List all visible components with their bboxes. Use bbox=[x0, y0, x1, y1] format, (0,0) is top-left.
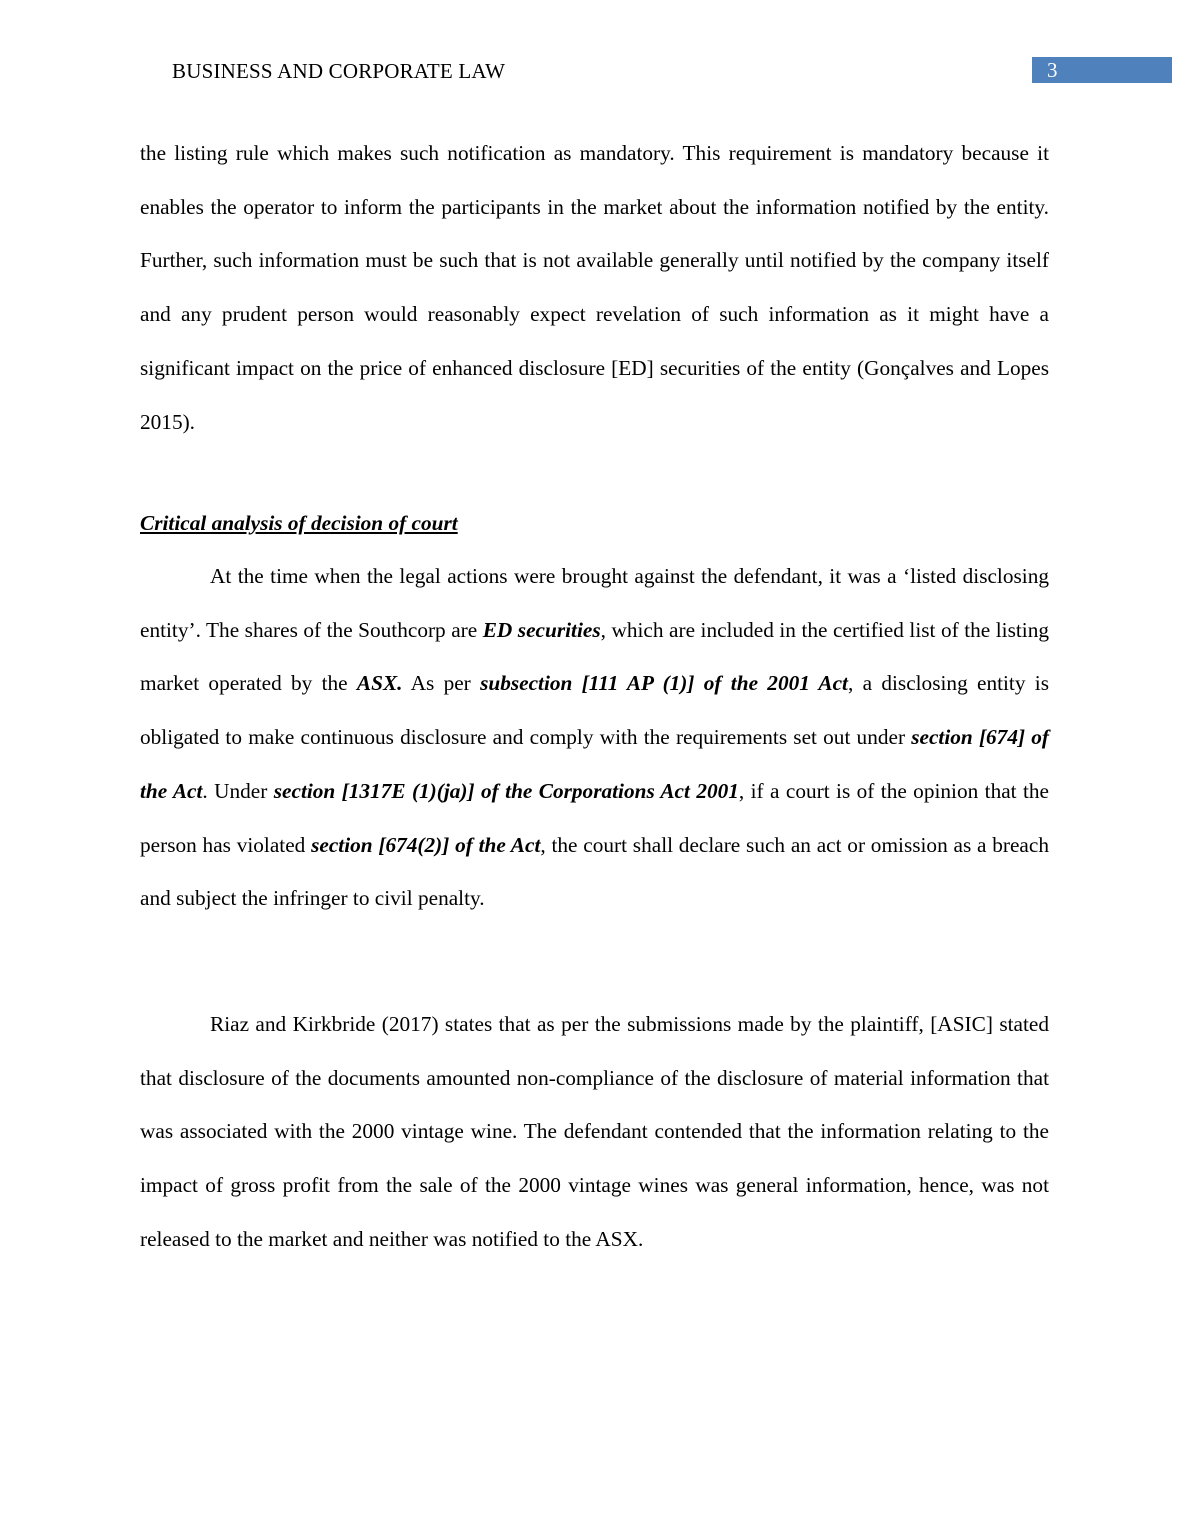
text-run: At the time when the legal actions were brought against the defendant, it was a ‘listed disclosing entity’. The shares of the Southcorp are bbox=[140, 564, 1049, 642]
page-number: 3 bbox=[1047, 58, 1058, 82]
text-run: , which are included in the certified list of the listing market operated by the bbox=[140, 617, 1049, 696]
section-heading: Critical analysis of decision of court bbox=[140, 511, 458, 535]
paragraph-court-analysis bbox=[140, 550, 1049, 926]
running-header-title: BUSINESS AND CORPORATE LAW bbox=[172, 59, 506, 83]
emphasis-section-674: section [674] of the Act bbox=[140, 725, 1049, 803]
text-run: . Under bbox=[202, 778, 274, 803]
emphasis-section-674-2: section [674(2)] of the Act bbox=[311, 832, 541, 857]
text-run: As per bbox=[402, 671, 481, 696]
emphasis-asx: ASX. bbox=[356, 671, 403, 696]
paragraph-continuation: the listing rule which makes such notification as mandatory. This requirement is mandatory because it enables the operator to inform the participants in the market about the information notified by the entity. Further, such information must be such that is not available generally until notified by the company itself and any prudent person would reasonably expect revelation of such information as it might have a significant impact on the price of enhanced disclosure [ED] securities of the entity (Gonçalves and Lopes 2015). bbox=[140, 141, 1049, 434]
text-run: , the court shall declare such an act or omission as a breach and subject the infringer to civil penalty. bbox=[140, 832, 1049, 911]
text-run: , if a court is of the opinion that the person has violated bbox=[140, 778, 1049, 857]
emphasis-section-1317e: section [1317E (1)(ja)] of the Corporations Act 2001 bbox=[273, 778, 739, 803]
text-run: , a disclosing entity is obligated to make continuous disclosure and comply with the requirements set out under bbox=[140, 671, 1049, 750]
emphasis-subsection-111ap: subsection [111 AP (1)] of the 2001 Act bbox=[480, 671, 848, 696]
page-number-badge bbox=[1032, 57, 1172, 83]
paragraph-submissions: Riaz and Kirkbride (2017) states that as per the submissions made by the plaintiff, [ASIC] stated that disclosure of the documents amounted non-compliance of the disclosure of material information that was associated with the 2000 vintage wine. The defendant contended that the information relating to the impact of gross profit from the sale of the 2000 vintage wines was general information, hence, was not released to the market and neither was notified to the ASX. bbox=[140, 1012, 1049, 1251]
emphasis-ed-securities: ED securities bbox=[482, 617, 601, 642]
